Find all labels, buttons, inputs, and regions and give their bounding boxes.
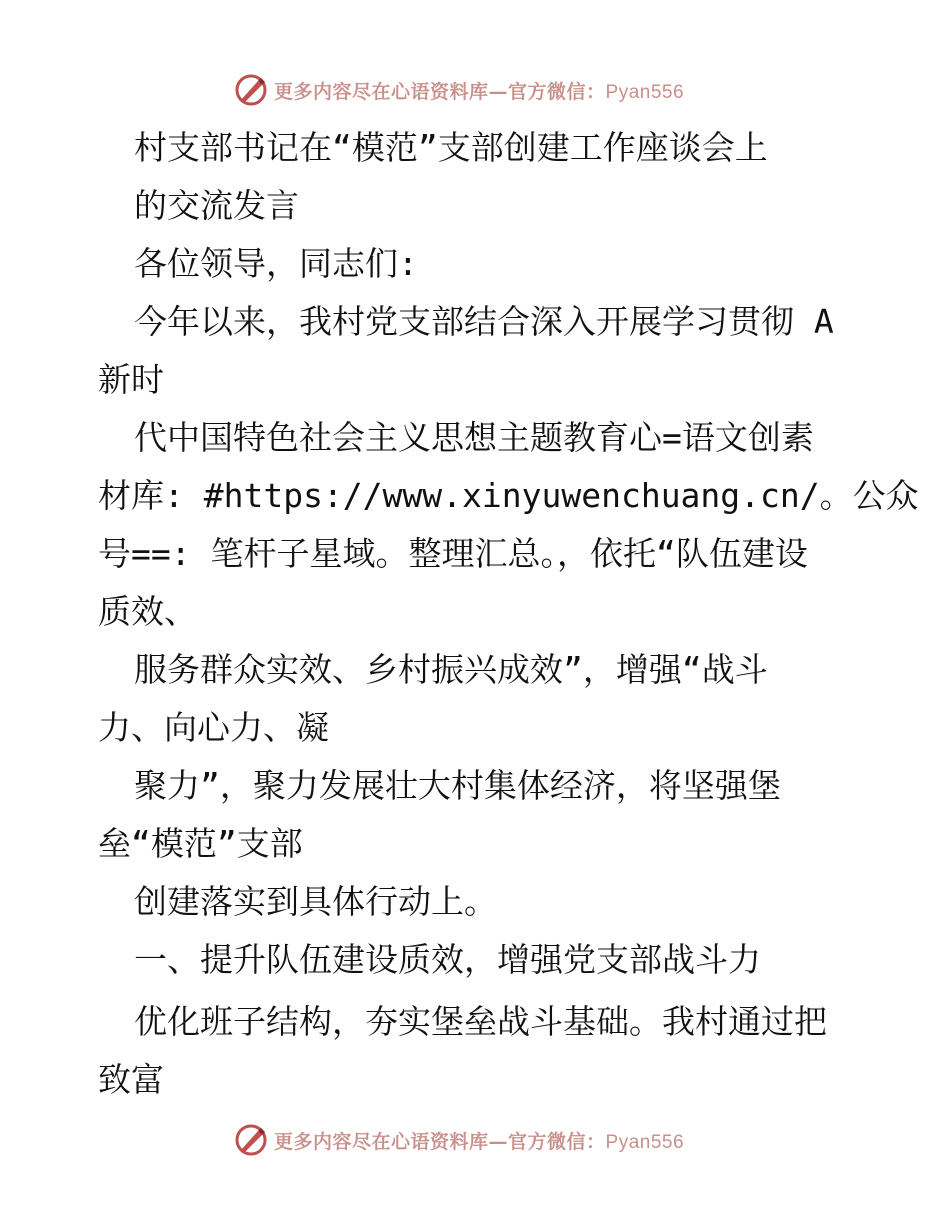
pen-logo-icon (234, 1123, 268, 1157)
watermark-banner-top (234, 72, 684, 108)
body-line: 力、向心力、凝 (98, 708, 329, 747)
title-line-1: 村支部书记在“模范”支部创建工作座谈会上 (134, 128, 768, 167)
body-line: 优化班子结构，夯实堡垒战斗基础。我村通过把 (134, 1002, 827, 1041)
body-line: 质效、 (98, 592, 197, 631)
body-line: 代中国特色社会主义思想主题教育心=语文创素 (134, 418, 814, 457)
body-line: 号==: 笔杆子星域。整理汇总。，依托“队伍建设 (98, 534, 808, 573)
body-line: 材库: #https://www.xinyuwenchuang.cn/。公众 (98, 476, 919, 515)
body-line: 聚力”，聚力发展壮大村集体经济，将坚强堡 (134, 766, 781, 805)
pen-logo-icon (234, 73, 268, 107)
body-line: 新时 (98, 360, 164, 399)
watermark-banner-bottom (234, 1122, 684, 1158)
title-line-2: 的交流发言 (134, 186, 299, 225)
salutation: 各位领导，同志们: (134, 244, 418, 283)
watermark-text: 更多内容尽在心语资料库—官方微信：Pyan556 (274, 80, 685, 103)
watermark-text: 更多内容尽在心语资料库—官方微信：Pyan556 (274, 1130, 685, 1153)
body-line: 服务群众实效、乡村振兴成效”，增强“战斗 (134, 650, 768, 689)
body-line: 创建落实到具体行动上。 (134, 882, 497, 921)
body-line: 致富 (98, 1060, 164, 1099)
section-heading: 一、提升队伍建设质效，增强党支部战斗力 (134, 940, 761, 979)
body-line: 垒“模范”支部 (98, 824, 303, 863)
body-line: 今年以来，我村党支部结合深入开展学习贯彻 A (134, 302, 834, 341)
